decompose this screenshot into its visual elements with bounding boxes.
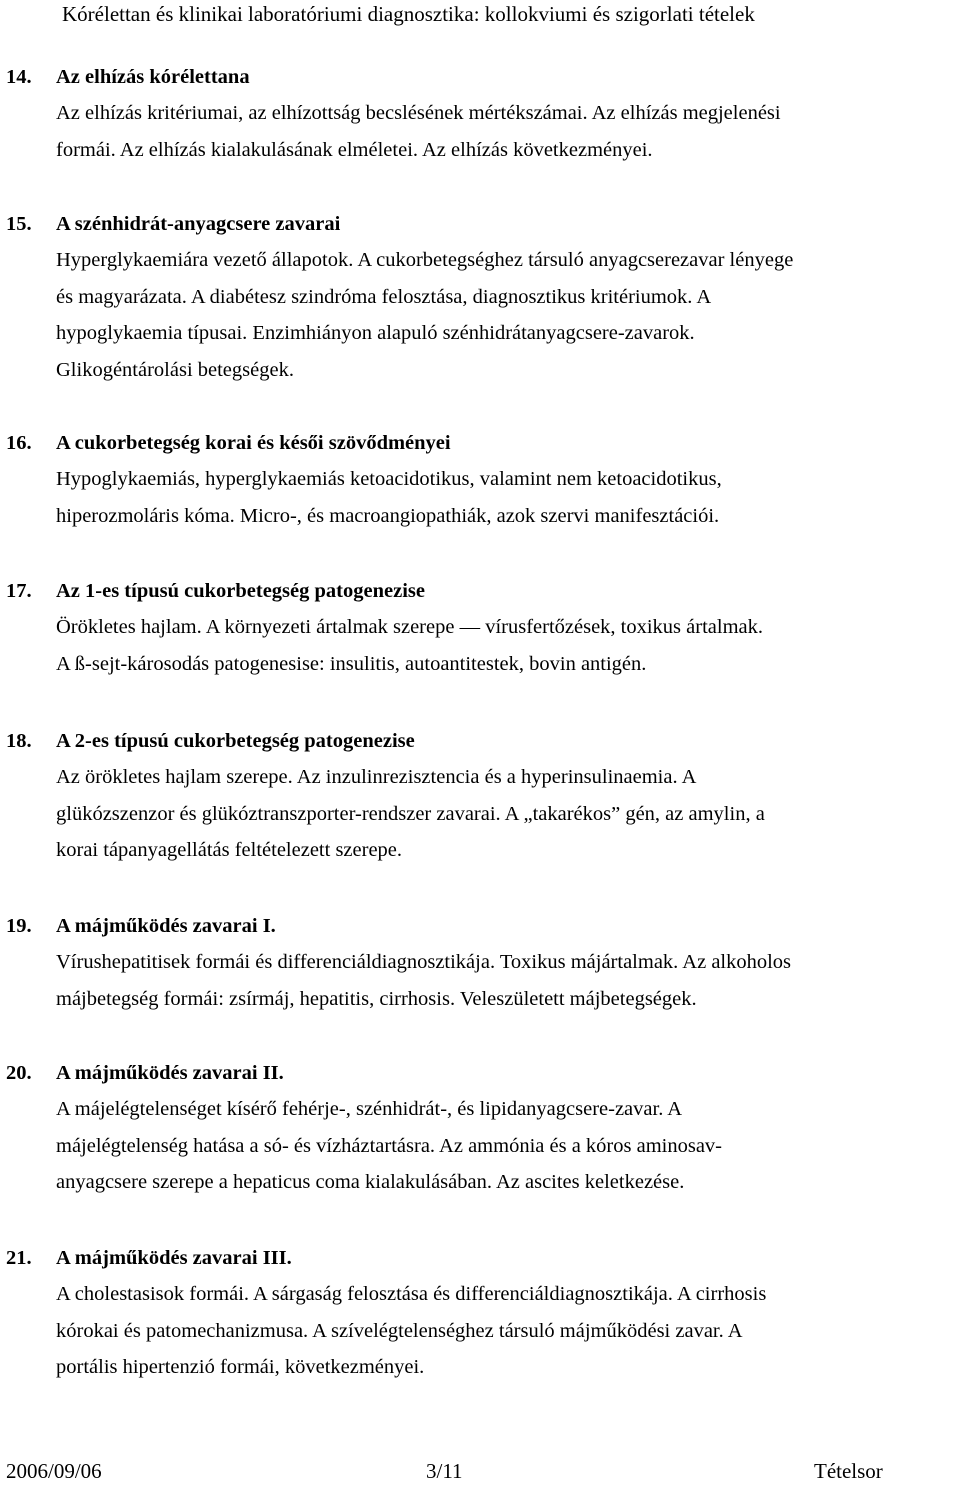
topic-number: 21. xyxy=(6,1247,32,1269)
description-line: Az elhízás kritériumai, az elhízottság becslésének mértékszámai. Az elhízás megjelenési xyxy=(56,102,781,124)
footer-page-number: 3/11 xyxy=(426,1459,463,1483)
description-line: hypoglykaemia típusai. Enzimhiányon alapuló szénhidrátanyagcsere-zavarok. xyxy=(56,322,695,344)
topic-description xyxy=(0,95,960,168)
topic-description xyxy=(0,242,960,388)
topic-number: 16. xyxy=(6,432,32,454)
topic-title: Az 1-es típusú cukorbetegség patogenezise xyxy=(56,580,425,602)
description-line: anyagcsere szerepe a hepaticus coma kialakulásában. Az ascites keletkezése. xyxy=(56,1171,685,1193)
topic-heading xyxy=(0,908,960,944)
topic-15 xyxy=(0,206,960,388)
description-line: Glikogéntárolási betegségek. xyxy=(56,358,294,381)
page-footer xyxy=(0,1458,960,1488)
description-line: Hypoglykaemiás, hyperglykaemiás ketoacidotikus, valamint nem ketoacidotikus, xyxy=(56,468,722,490)
topic-20 xyxy=(0,1055,960,1201)
topic-number: 15. xyxy=(6,213,32,235)
topic-heading xyxy=(0,425,960,461)
footer-date: 2006/09/06 xyxy=(6,1459,102,1483)
description-line: és magyarázata. A diabétesz szindróma felosztása, diagnosztikus kritériumok. A xyxy=(56,285,712,308)
topic-description xyxy=(0,1276,960,1386)
topic-14 xyxy=(0,59,960,168)
topic-number: 19. xyxy=(6,915,32,937)
topic-17 xyxy=(0,573,960,682)
topic-description xyxy=(0,759,960,869)
topic-number: 17. xyxy=(6,580,32,602)
description-line: Hyperglykaemiára vezető állapotok. A cukorbetegséghez társuló anyagcserezavar lényege xyxy=(56,249,794,271)
topic-heading xyxy=(0,1055,960,1091)
topic-heading xyxy=(0,59,960,95)
topic-19 xyxy=(0,908,960,1017)
description-line: A ß-sejt-károsodás patogenesise: insulitis, autoantitestek, bovin antigén. xyxy=(56,652,647,675)
topic-title: A májműködés zavarai III. xyxy=(56,1247,292,1269)
topic-16 xyxy=(0,425,960,534)
description-line: formái. Az elhízás kialakulásának elméletei. Az elhízás következményei. xyxy=(56,138,653,161)
topic-heading xyxy=(0,573,960,609)
description-line: korai tápanyagellátás feltételezett szerepe. xyxy=(56,839,403,861)
topic-heading xyxy=(0,1240,960,1276)
description-line: Vírushepatitisek formái és differenciáldiagnosztikája. Toxikus májártalmak. Az alkoholos xyxy=(56,951,792,973)
description-line: Az örökletes hajlam szerepe. Az inzulinrezisztencia és a hyperinsulinaemia. A xyxy=(56,766,697,788)
topic-heading xyxy=(0,206,960,242)
description-line: Örökletes hajlam. A környezeti ártalmak szerepe — vírusfertőzések, toxikus ártalmak. xyxy=(56,616,763,638)
topic-title: Az elhízás kórélettana xyxy=(56,66,250,88)
description-line: A cholestasisok formái. A sárgaság felosztása és differenciáldiagnosztikája. A cirrhosis xyxy=(56,1283,767,1305)
topic-number: 18. xyxy=(6,730,32,752)
page-header-title: Kórélettan és klinikai laboratóriumi diagnosztika: kollokviumi és szigorlati tételek xyxy=(62,2,755,26)
description-line: portális hipertenzió formái, következményei. xyxy=(56,1356,425,1378)
topic-21 xyxy=(0,1240,960,1386)
topic-description xyxy=(0,609,960,682)
footer-document-label: Tételsor xyxy=(814,1459,883,1483)
description-line: A májelégtelenséget kísérő fehérje-, szénhidrát-, és lipidanyagcsere-zavar. A xyxy=(56,1098,683,1120)
topic-title: A cukorbetegség korai és késői szövődményei xyxy=(56,432,451,454)
topic-title: A 2-es típusú cukorbetegség patogenezise xyxy=(56,730,415,752)
description-line: glükózszenzor és glükóztranszporter-rendszer zavarai. A „takarékos” gén, az amylin, a xyxy=(56,802,765,825)
topic-description xyxy=(0,944,960,1017)
description-line: hiperozmoláris kóma. Micro-, és macroangiopathiák, azok szervi manifesztációi. xyxy=(56,504,720,527)
topic-number: 20. xyxy=(6,1062,32,1084)
description-line: kórokai és patomechanizmusa. A szívelégtelenséghez társuló májműködési zavar. A xyxy=(56,1319,743,1342)
description-line: májelégtelenség hatása a só- és vízháztartásra. Az ammónia és a kóros aminosav- xyxy=(56,1134,722,1157)
topic-title: A szénhidrát-anyagcsere zavarai xyxy=(56,213,341,235)
topic-18 xyxy=(0,723,960,869)
topic-number: 14. xyxy=(6,66,32,88)
topic-title: A májműködés zavarai II. xyxy=(56,1062,284,1084)
topic-heading xyxy=(0,723,960,759)
topic-title: A májműködés zavarai I. xyxy=(56,915,276,937)
topic-description xyxy=(0,461,960,534)
topic-description xyxy=(0,1091,960,1201)
description-line: májbetegség formái: zsírmáj, hepatitis, cirrhosis. Veleszületett májbetegségek. xyxy=(56,987,697,1010)
